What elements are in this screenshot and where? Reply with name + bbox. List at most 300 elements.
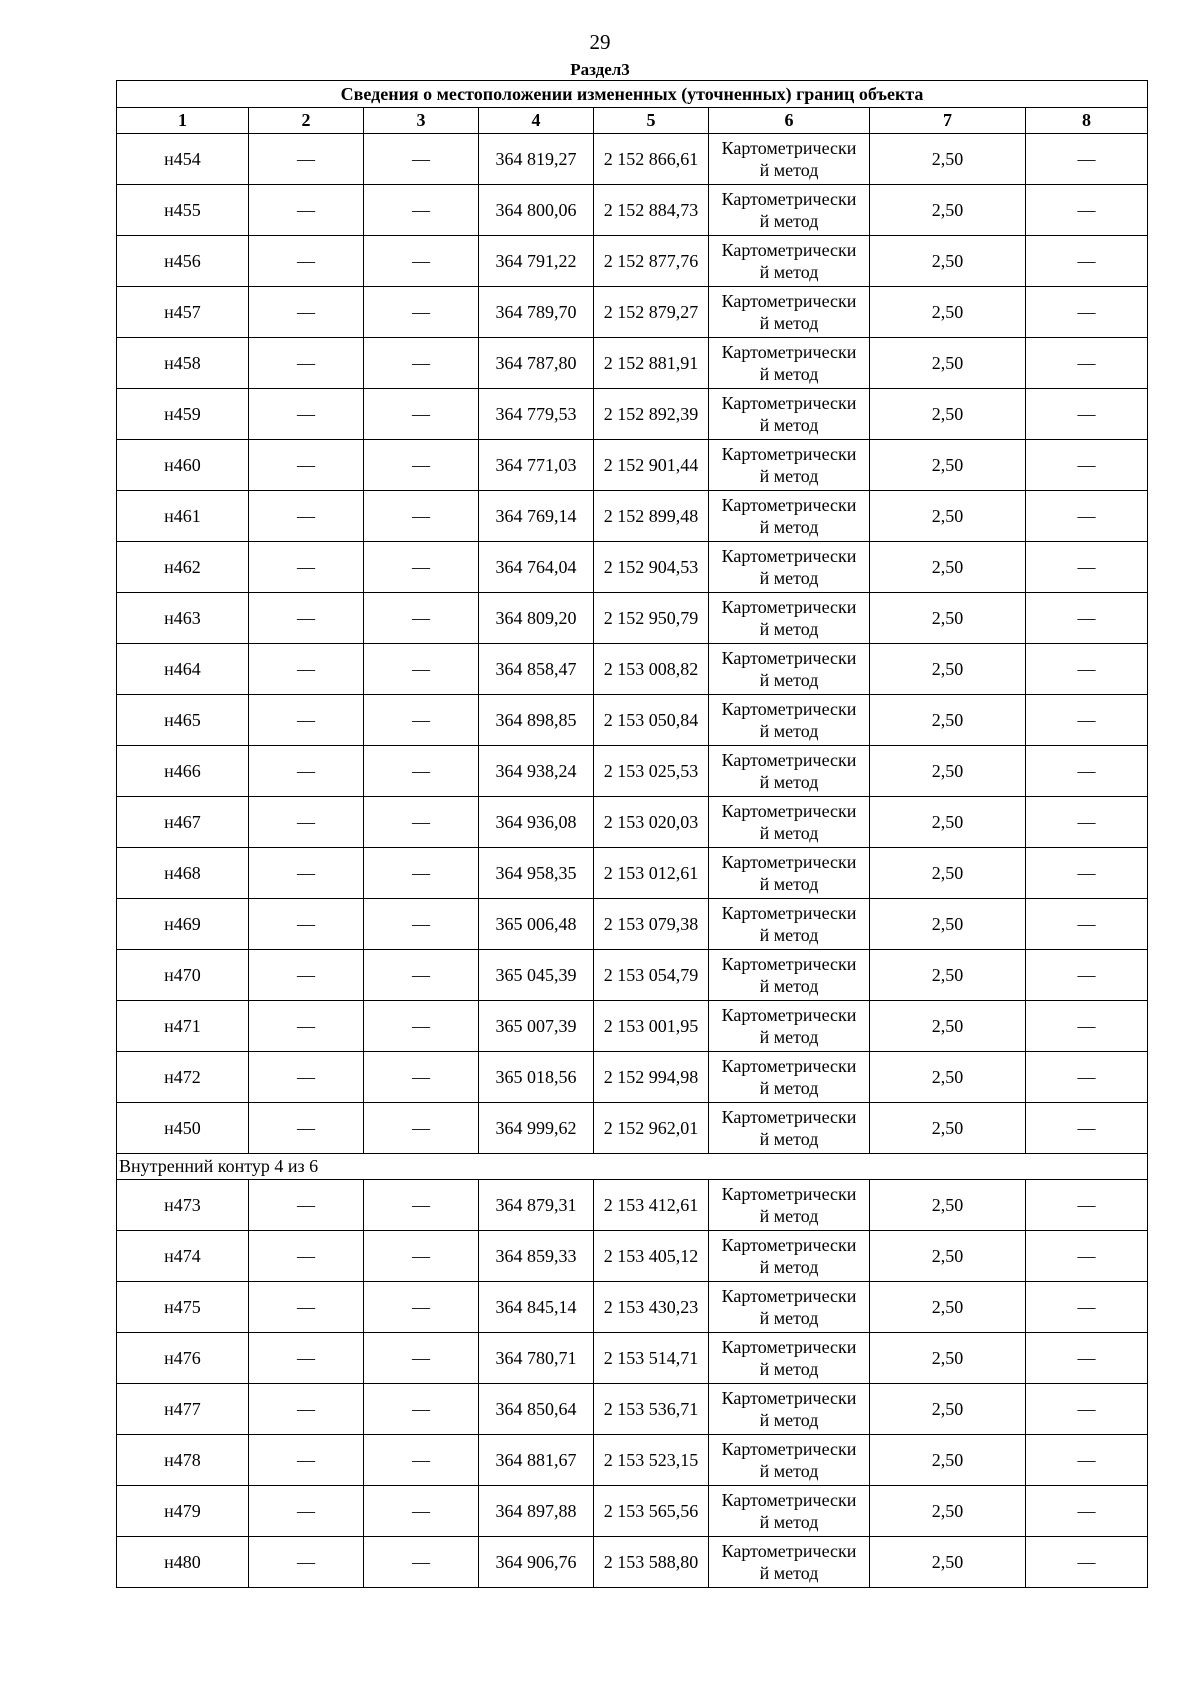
method-line-1: Картометрически: [721, 240, 857, 260]
dash-cell: —: [364, 1052, 479, 1103]
accuracy-cell: 2,50: [870, 236, 1026, 287]
dash-cell: —: [249, 287, 364, 338]
table-row: [117, 1103, 1148, 1154]
dash-cell: —: [364, 746, 479, 797]
accuracy-cell: 2,50: [870, 1180, 1026, 1231]
accuracy-cell: 2,50: [870, 185, 1026, 236]
point-id-cell: н454: [117, 134, 249, 185]
method-cell: [709, 1001, 870, 1052]
method-cell: [709, 1180, 870, 1231]
x-coordinate-cell: 364 958,35: [479, 848, 594, 899]
method-cell: [709, 236, 870, 287]
method-cell: [709, 185, 870, 236]
dash-cell: —: [364, 848, 479, 899]
method-cell: [709, 797, 870, 848]
page-number: 29: [589, 30, 611, 54]
point-id-cell: н478: [117, 1435, 249, 1486]
method-line-1: Картометрически: [721, 495, 857, 515]
method-cell: [709, 950, 870, 1001]
table-row: [117, 593, 1148, 644]
dash-cell: —: [249, 185, 364, 236]
point-id-cell: н470: [117, 950, 249, 1001]
method-line-1: Картометрически: [721, 1541, 857, 1561]
x-coordinate-cell: 364 845,14: [479, 1282, 594, 1333]
point-id-cell: н468: [117, 848, 249, 899]
y-coordinate-cell: 2 153 008,82: [594, 644, 709, 695]
x-coordinate-cell: 364 771,03: [479, 440, 594, 491]
method-line-2: й метод: [759, 925, 819, 945]
y-coordinate-cell: 2 153 430,23: [594, 1282, 709, 1333]
point-id-cell: н473: [117, 1180, 249, 1231]
dash-cell: —: [249, 746, 364, 797]
dash-cell: —: [249, 236, 364, 287]
dash-cell: —: [364, 338, 479, 389]
dash-cell: —: [249, 542, 364, 593]
accuracy-cell: 2,50: [870, 440, 1026, 491]
method-line-1: Картометрически: [721, 1107, 857, 1127]
dash-cell: —: [364, 1537, 479, 1588]
dash-cell: —: [249, 338, 364, 389]
accuracy-cell: 2,50: [870, 695, 1026, 746]
dash-cell: —: [1026, 797, 1148, 848]
column-number: 1: [117, 108, 249, 134]
method-line-2: й метод: [759, 1512, 819, 1532]
dash-cell: —: [1026, 1537, 1148, 1588]
accuracy-cell: 2,50: [870, 1537, 1026, 1588]
dash-cell: —: [1026, 1001, 1148, 1052]
dash-cell: —: [1026, 1282, 1148, 1333]
point-id-cell: н456: [117, 236, 249, 287]
dash-cell: —: [1026, 695, 1148, 746]
method-line-2: й метод: [759, 211, 819, 231]
dash-cell: —: [1026, 185, 1148, 236]
method-line-1: Картометрически: [721, 597, 857, 617]
method-line-2: й метод: [759, 1078, 819, 1098]
x-coordinate-cell: 365 006,48: [479, 899, 594, 950]
point-id-cell: н457: [117, 287, 249, 338]
method-cell: [709, 134, 870, 185]
column-number: 7: [870, 108, 1026, 134]
table-row: [117, 1180, 1148, 1231]
dash-cell: —: [1026, 287, 1148, 338]
dash-cell: —: [1026, 644, 1148, 695]
point-id-cell: н475: [117, 1282, 249, 1333]
y-coordinate-cell: 2 152 879,27: [594, 287, 709, 338]
dash-cell: —: [364, 695, 479, 746]
table-row: [117, 1052, 1148, 1103]
accuracy-cell: 2,50: [870, 848, 1026, 899]
y-coordinate-cell: 2 152 866,61: [594, 134, 709, 185]
method-line-1: Картометрически: [721, 393, 857, 413]
dash-cell: —: [249, 1537, 364, 1588]
x-coordinate-cell: 365 007,39: [479, 1001, 594, 1052]
table-row: [117, 185, 1148, 236]
method-line-1: Картометрически: [721, 903, 857, 923]
section-title: Раздел3: [570, 60, 630, 79]
accuracy-cell: 2,50: [870, 287, 1026, 338]
dash-cell: —: [249, 1435, 364, 1486]
method-line-1: Картометрически: [721, 699, 857, 719]
dash-cell: —: [249, 1384, 364, 1435]
dash-cell: —: [364, 1333, 479, 1384]
y-coordinate-cell: 2 152 962,01: [594, 1103, 709, 1154]
point-id-cell: н464: [117, 644, 249, 695]
y-coordinate-cell: 2 152 904,53: [594, 542, 709, 593]
method-line-1: Картометрически: [721, 954, 857, 974]
table-row: [117, 1384, 1148, 1435]
method-line-1: Картометрически: [721, 648, 857, 668]
method-line-1: Картометрически: [721, 444, 857, 464]
table-caption: Сведения о местоположении измененных (уточненных) границ объекта: [117, 81, 1148, 108]
method-line-2: й метод: [759, 1027, 819, 1047]
table-row: [117, 644, 1148, 695]
dash-cell: —: [249, 1103, 364, 1154]
dash-cell: —: [364, 1435, 479, 1486]
table-row: [117, 848, 1148, 899]
method-line-1: Картометрически: [721, 1490, 857, 1510]
dash-cell: —: [364, 542, 479, 593]
dash-cell: —: [1026, 1052, 1148, 1103]
dash-cell: —: [249, 1486, 364, 1537]
accuracy-cell: 2,50: [870, 644, 1026, 695]
method-line-2: й метод: [759, 721, 819, 741]
dash-cell: —: [249, 1180, 364, 1231]
method-cell: [709, 1333, 870, 1384]
dash-cell: —: [364, 950, 479, 1001]
method-line-2: й метод: [759, 517, 819, 537]
y-coordinate-cell: 2 153 020,03: [594, 797, 709, 848]
y-coordinate-cell: 2 153 405,12: [594, 1231, 709, 1282]
accuracy-cell: 2,50: [870, 491, 1026, 542]
method-cell: [709, 338, 870, 389]
x-coordinate-cell: 364 789,70: [479, 287, 594, 338]
accuracy-cell: 2,50: [870, 1103, 1026, 1154]
dash-cell: —: [249, 899, 364, 950]
dash-cell: —: [249, 1052, 364, 1103]
x-coordinate-cell: 364 936,08: [479, 797, 594, 848]
x-coordinate-cell: 364 800,06: [479, 185, 594, 236]
method-line-2: й метод: [759, 415, 819, 435]
method-cell: [709, 1052, 870, 1103]
method-cell: [709, 1435, 870, 1486]
dash-cell: —: [249, 950, 364, 1001]
x-coordinate-cell: 364 881,67: [479, 1435, 594, 1486]
table-row: [117, 1537, 1148, 1588]
column-number: 6: [709, 108, 870, 134]
point-id-cell: н474: [117, 1231, 249, 1282]
dash-cell: —: [364, 1384, 479, 1435]
dash-cell: —: [1026, 236, 1148, 287]
x-coordinate-cell: 364 999,62: [479, 1103, 594, 1154]
dash-cell: —: [1026, 440, 1148, 491]
y-coordinate-cell: 2 153 001,95: [594, 1001, 709, 1052]
x-coordinate-cell: 364 898,85: [479, 695, 594, 746]
table-row: [117, 950, 1148, 1001]
y-coordinate-cell: 2 153 079,38: [594, 899, 709, 950]
table-row: [117, 542, 1148, 593]
method-line-1: Картометрически: [721, 801, 857, 821]
x-coordinate-cell: 364 938,24: [479, 746, 594, 797]
point-id-cell: н460: [117, 440, 249, 491]
y-coordinate-cell: 2 153 514,71: [594, 1333, 709, 1384]
method-line-2: й метод: [759, 976, 819, 996]
method-cell: [709, 1103, 870, 1154]
method-line-1: Картометрически: [721, 852, 857, 872]
accuracy-cell: 2,50: [870, 1384, 1026, 1435]
table-row: [117, 695, 1148, 746]
y-coordinate-cell: 2 153 025,53: [594, 746, 709, 797]
dash-cell: —: [364, 1103, 479, 1154]
dash-cell: —: [1026, 1384, 1148, 1435]
table-row: [117, 899, 1148, 950]
method-line-2: й метод: [759, 1359, 819, 1379]
y-coordinate-cell: 2 153 588,80: [594, 1537, 709, 1588]
accuracy-cell: 2,50: [870, 134, 1026, 185]
method-line-2: й метод: [759, 1257, 819, 1277]
accuracy-cell: 2,50: [870, 338, 1026, 389]
accuracy-cell: 2,50: [870, 746, 1026, 797]
method-line-2: й метод: [759, 619, 819, 639]
y-coordinate-cell: 2 153 050,84: [594, 695, 709, 746]
table-row: [117, 1486, 1148, 1537]
y-coordinate-cell: 2 153 523,15: [594, 1435, 709, 1486]
x-coordinate-cell: 364 850,64: [479, 1384, 594, 1435]
method-line-1: Картометрически: [721, 1235, 857, 1255]
dash-cell: —: [364, 236, 479, 287]
y-coordinate-cell: 2 153 536,71: [594, 1384, 709, 1435]
dash-cell: —: [1026, 389, 1148, 440]
dash-cell: —: [1026, 848, 1148, 899]
dash-cell: —: [1026, 1486, 1148, 1537]
point-id-cell: н471: [117, 1001, 249, 1052]
y-coordinate-cell: 2 153 012,61: [594, 848, 709, 899]
accuracy-cell: 2,50: [870, 1231, 1026, 1282]
dash-cell: —: [364, 1282, 479, 1333]
dash-cell: —: [364, 593, 479, 644]
contour-header: [117, 1154, 1148, 1180]
dash-cell: —: [364, 287, 479, 338]
method-cell: [709, 440, 870, 491]
boundary-coordinates-table: [116, 80, 1148, 1588]
method-cell: [709, 593, 870, 644]
accuracy-cell: 2,50: [870, 1052, 1026, 1103]
x-coordinate-cell: 364 780,71: [479, 1333, 594, 1384]
dash-cell: —: [1026, 338, 1148, 389]
x-coordinate-cell: 364 809,20: [479, 593, 594, 644]
column-number: 3: [364, 108, 479, 134]
dash-cell: —: [249, 1282, 364, 1333]
dash-cell: —: [249, 593, 364, 644]
point-id-cell: н463: [117, 593, 249, 644]
x-coordinate-cell: 364 769,14: [479, 491, 594, 542]
point-id-cell: н467: [117, 797, 249, 848]
x-coordinate-cell: 364 791,22: [479, 236, 594, 287]
dash-cell: —: [1026, 134, 1148, 185]
dash-cell: —: [364, 491, 479, 542]
method-cell: [709, 287, 870, 338]
inner-contour-rows: [117, 1180, 1148, 1588]
table-row: [117, 338, 1148, 389]
dash-cell: —: [249, 440, 364, 491]
point-id-cell: н450: [117, 1103, 249, 1154]
method-line-2: й метод: [759, 772, 819, 792]
column-number: 5: [594, 108, 709, 134]
method-cell: [709, 389, 870, 440]
y-coordinate-cell: 2 153 565,56: [594, 1486, 709, 1537]
y-coordinate-cell: 2 152 881,91: [594, 338, 709, 389]
accuracy-cell: 2,50: [870, 1435, 1026, 1486]
method-cell: [709, 1231, 870, 1282]
method-cell: [709, 848, 870, 899]
table-row: [117, 440, 1148, 491]
x-coordinate-cell: 364 764,04: [479, 542, 594, 593]
accuracy-cell: 2,50: [870, 1486, 1026, 1537]
y-coordinate-cell: 2 152 950,79: [594, 593, 709, 644]
x-coordinate-cell: 364 897,88: [479, 1486, 594, 1537]
method-line-2: й метод: [759, 262, 819, 282]
accuracy-cell: 2,50: [870, 389, 1026, 440]
dash-cell: —: [1026, 746, 1148, 797]
method-line-2: й метод: [759, 160, 819, 180]
x-coordinate-cell: 364 787,80: [479, 338, 594, 389]
method-line-2: й метод: [759, 823, 819, 843]
method-cell: [709, 1537, 870, 1588]
point-id-cell: н480: [117, 1537, 249, 1588]
table-row: [117, 1282, 1148, 1333]
table-row: [117, 797, 1148, 848]
column-number: 2: [249, 108, 364, 134]
outer-contour-rows: [117, 134, 1148, 1154]
dash-cell: —: [249, 848, 364, 899]
dash-cell: —: [249, 389, 364, 440]
dash-cell: —: [364, 1180, 479, 1231]
table-row: [117, 1435, 1148, 1486]
dash-cell: —: [1026, 491, 1148, 542]
accuracy-cell: 2,50: [870, 950, 1026, 1001]
dash-cell: —: [249, 797, 364, 848]
table-row: [117, 1001, 1148, 1052]
point-id-cell: н455: [117, 185, 249, 236]
method-line-2: й метод: [759, 1308, 819, 1328]
method-line-1: Картометрически: [721, 291, 857, 311]
method-line-2: й метод: [759, 1563, 819, 1583]
dash-cell: —: [249, 1001, 364, 1052]
method-line-1: Картометрически: [721, 1388, 857, 1408]
method-line-1: Картометрически: [721, 1337, 857, 1357]
method-cell: [709, 695, 870, 746]
table-row: [117, 746, 1148, 797]
accuracy-cell: 2,50: [870, 899, 1026, 950]
method-line-2: й метод: [759, 1410, 819, 1430]
x-coordinate-cell: 364 906,76: [479, 1537, 594, 1588]
table-row: [117, 491, 1148, 542]
dash-cell: —: [249, 1231, 364, 1282]
method-line-1: Картометрически: [721, 138, 857, 158]
method-cell: [709, 1282, 870, 1333]
dash-cell: —: [249, 644, 364, 695]
method-line-2: й метод: [759, 1206, 819, 1226]
dash-cell: —: [364, 185, 479, 236]
y-coordinate-cell: 2 152 994,98: [594, 1052, 709, 1103]
accuracy-cell: 2,50: [870, 1001, 1026, 1052]
method-cell: [709, 746, 870, 797]
y-coordinate-cell: 2 153 412,61: [594, 1180, 709, 1231]
method-line-1: Картометрически: [721, 1439, 857, 1459]
method-line-2: й метод: [759, 1129, 819, 1149]
table-row: [117, 1231, 1148, 1282]
method-cell: [709, 1486, 870, 1537]
x-coordinate-cell: 364 779,53: [479, 389, 594, 440]
dash-cell: —: [364, 389, 479, 440]
table-row: [117, 236, 1148, 287]
dash-cell: —: [1026, 1103, 1148, 1154]
point-id-cell: н459: [117, 389, 249, 440]
method-line-2: й метод: [759, 466, 819, 486]
point-id-cell: н477: [117, 1384, 249, 1435]
point-id-cell: н461: [117, 491, 249, 542]
dash-cell: —: [364, 1001, 479, 1052]
x-coordinate-cell: 364 879,31: [479, 1180, 594, 1231]
dash-cell: —: [364, 797, 479, 848]
method-cell: [709, 1384, 870, 1435]
method-line-2: й метод: [759, 568, 819, 588]
dash-cell: —: [364, 644, 479, 695]
point-id-cell: н458: [117, 338, 249, 389]
y-coordinate-cell: 2 152 884,73: [594, 185, 709, 236]
table-row: [117, 389, 1148, 440]
method-line-1: Картометрически: [721, 189, 857, 209]
dash-cell: —: [1026, 1435, 1148, 1486]
dash-cell: —: [1026, 593, 1148, 644]
y-coordinate-cell: 2 152 899,48: [594, 491, 709, 542]
dash-cell: —: [1026, 899, 1148, 950]
table-row: [117, 287, 1148, 338]
column-number: 4: [479, 108, 594, 134]
dash-cell: —: [1026, 1180, 1148, 1231]
dash-cell: —: [364, 134, 479, 185]
x-coordinate-cell: 364 819,27: [479, 134, 594, 185]
x-coordinate-cell: 364 858,47: [479, 644, 594, 695]
dash-cell: —: [364, 440, 479, 491]
dash-cell: —: [364, 1486, 479, 1537]
accuracy-cell: 2,50: [870, 1282, 1026, 1333]
x-coordinate-cell: 364 859,33: [479, 1231, 594, 1282]
method-line-1: Картометрически: [721, 1286, 857, 1306]
table-row: [117, 134, 1148, 185]
dash-cell: —: [1026, 1231, 1148, 1282]
point-id-cell: н462: [117, 542, 249, 593]
method-line-1: Картометрически: [721, 342, 857, 362]
x-coordinate-cell: 365 045,39: [479, 950, 594, 1001]
point-id-cell: н476: [117, 1333, 249, 1384]
dash-cell: —: [249, 695, 364, 746]
column-number: 8: [1026, 108, 1148, 134]
method-line-1: Картометрически: [721, 1005, 857, 1025]
method-cell: [709, 542, 870, 593]
dash-cell: —: [1026, 950, 1148, 1001]
method-line-2: й метод: [759, 874, 819, 894]
y-coordinate-cell: 2 152 901,44: [594, 440, 709, 491]
method-line-2: й метод: [759, 670, 819, 690]
method-cell: [709, 491, 870, 542]
accuracy-cell: 2,50: [870, 797, 1026, 848]
y-coordinate-cell: 2 152 877,76: [594, 236, 709, 287]
accuracy-cell: 2,50: [870, 1333, 1026, 1384]
point-id-cell: н479: [117, 1486, 249, 1537]
method-cell: [709, 899, 870, 950]
method-line-1: Картометрически: [721, 1184, 857, 1204]
dash-cell: —: [249, 491, 364, 542]
